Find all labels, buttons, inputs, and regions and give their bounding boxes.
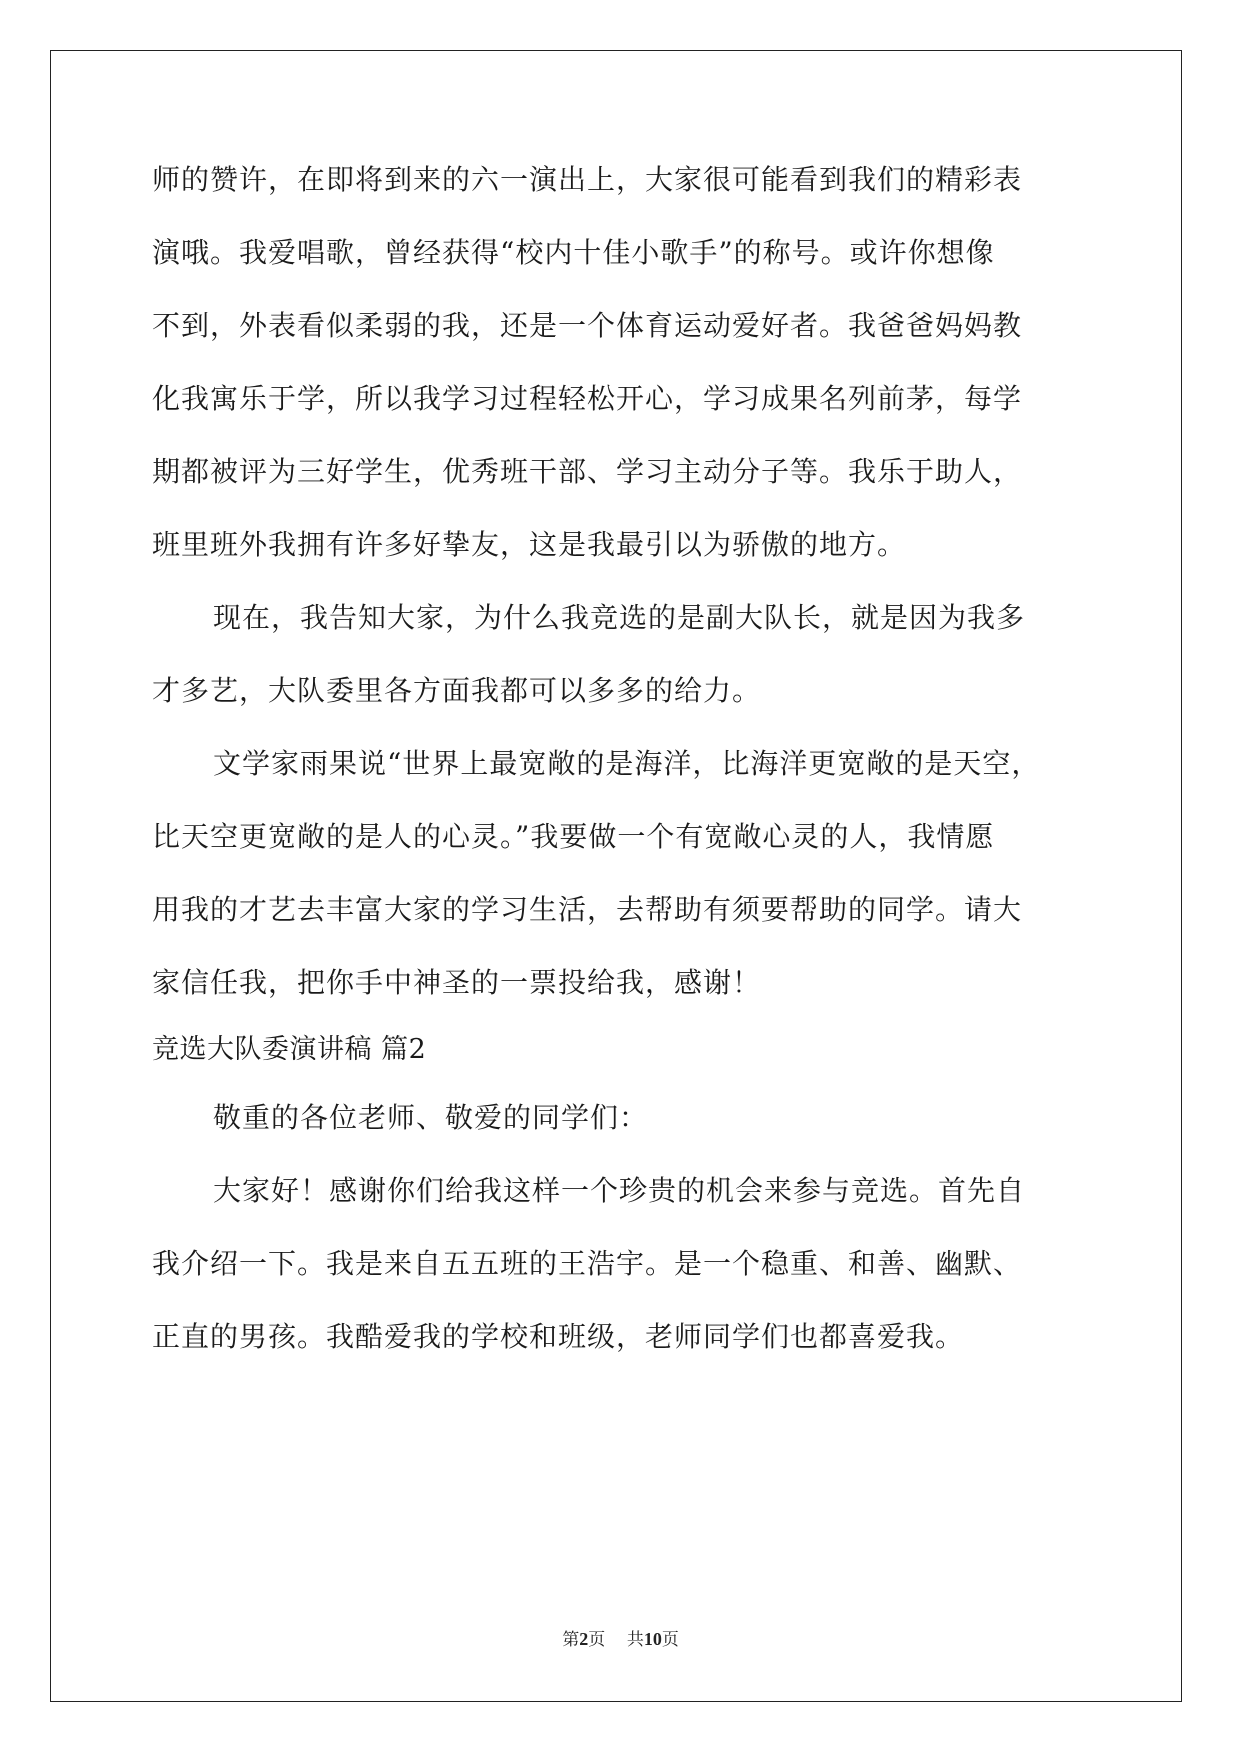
paragraph-line: 演哦。我爱唱歌，曾经获得“校内十佳小歌手”的称号。或许你想像 — [152, 236, 995, 269]
page-number: 2 — [579, 1629, 589, 1649]
paragraph-line: 家信任我，把你手中神圣的一票投给我，感谢！ — [152, 966, 762, 999]
paragraph-line: 才多艺，大队委里各方面我都可以多多的给力。 — [152, 674, 762, 707]
page-border — [50, 50, 1182, 1702]
paragraph-line: 用我的才艺去丰富大家的学习生活，去帮助有须要帮助的同学。请大 — [152, 893, 1023, 926]
paragraph-line: 我介绍一下。我是来自五五班的王浩宇。是一个稳重、和善、幽默、 — [152, 1247, 1023, 1280]
paragraph-line: 期都被评为三好学生，优秀班干部、学习主动分子等。我乐于助人， — [152, 455, 1023, 488]
paragraph-line: 化我寓乐于学，所以我学习过程轻松开心，学习成果名列前茅，每学 — [152, 382, 1023, 415]
paragraph-line: 班里班外我拥有许多好挚友，这是我最引以为骄傲的地方。 — [152, 528, 907, 561]
paragraph-line: 正直的男孩。我酷爱我的学校和班级，老师同学们也都喜爱我。 — [152, 1320, 965, 1353]
paragraph-line: 师的赞许，在即将到来的六一演出上，大家很可能看到我们的精彩表 — [152, 163, 1023, 196]
total-suffix: 页 — [661, 1630, 679, 1650]
paragraph-line: 现在，我告知大家，为什么我竞选的是副大队长，就是因为我多 — [213, 601, 1026, 634]
paragraph-line: 大家好！感谢你们给我这样一个珍贵的机会来参与竞选。首先自 — [213, 1174, 1026, 1207]
section-heading: 竞选大队委演讲稿 篇2 — [152, 1034, 427, 1065]
page-suffix: 页 — [588, 1630, 606, 1650]
salutation-line: 敬重的各位老师、敬爱的同学们： — [213, 1101, 649, 1134]
total-pages: 10 — [643, 1629, 662, 1649]
total-prefix: 共 — [626, 1630, 644, 1650]
page-prefix: 第 — [562, 1630, 580, 1650]
paragraph-line: 比天空更宽敞的是人的心灵。”我要做一个有宽敞心灵的人，我情愿 — [152, 820, 995, 853]
page-footer — [0, 1628, 1241, 1651]
paragraph-line: 文学家雨果说“世界上最宽敞的是海洋，比海洋更宽敞的是天空， — [213, 747, 1041, 780]
paragraph-line: 不到，外表看似柔弱的我，还是一个体育运动爱好者。我爸爸妈妈教 — [152, 309, 1023, 342]
